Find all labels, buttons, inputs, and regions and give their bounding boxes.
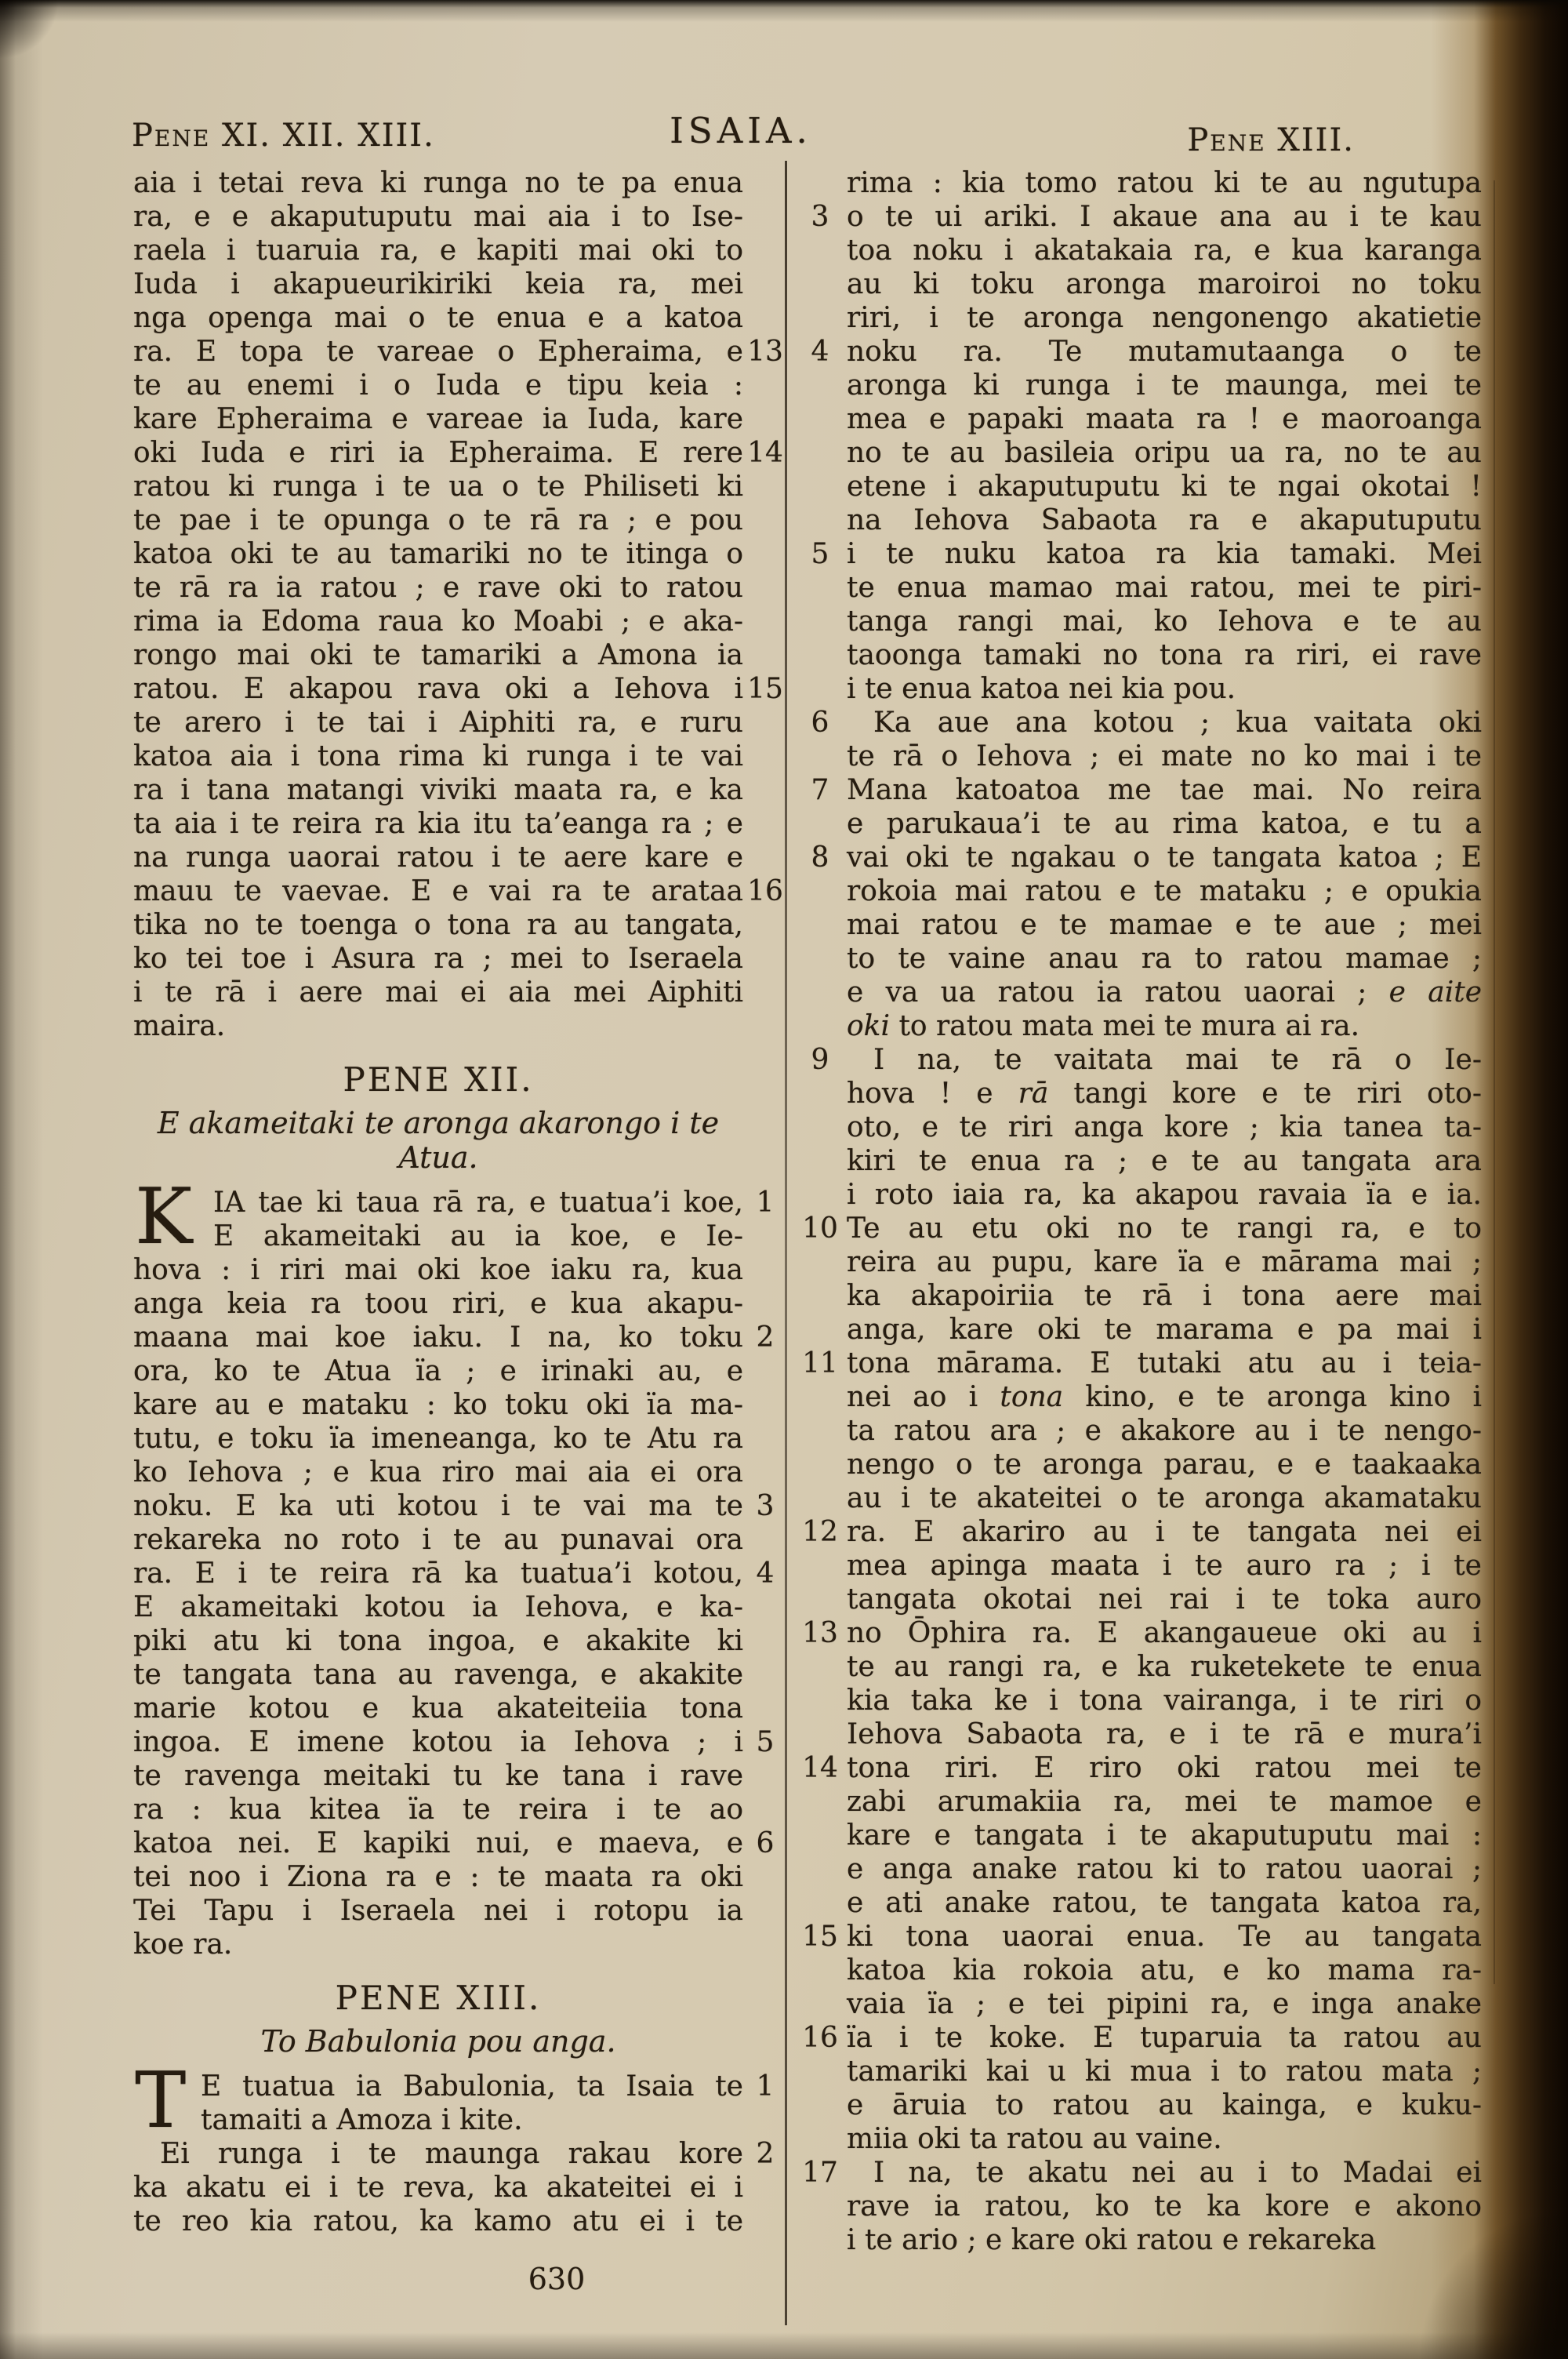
text-line: te ravenga meitaki tu ke tana i rave	[133, 1760, 743, 1792]
text-line: o te ui ariki. I akaue ana au i te kau 3	[847, 200, 1482, 234]
italic-text: rā	[1018, 1078, 1049, 1110]
text-line: ra. E topa te vareae o Epheraima, e 13	[133, 336, 783, 368]
text-line: raela i tuaruia ra, e kapiti mai oki to	[133, 234, 743, 267]
verse-number: 11	[802, 1347, 838, 1379]
text-line: oto, e te riri anga kore ; kia tanea ta-	[847, 1111, 1482, 1143]
chapter-caption: To Babulonia pou anga.	[260, 2024, 616, 2059]
verse-number: 13	[747, 336, 783, 368]
gutter-shadow-line	[1494, 180, 1495, 1984]
text-line: rongo mai oki te tamariki a Amona ia	[133, 639, 743, 671]
text-line: Te au etu oki no te rangi ra, e to 10	[802, 1212, 1482, 1245]
text-line: ora, ko te Atua ïa ; e irinaki au, e	[133, 1355, 743, 1387]
text-line: noku. E ka uti kotou i te vai ma te 3	[133, 1489, 743, 1523]
text-line: I na, te akatu nei au i to Madai ei 17	[802, 2157, 1482, 2189]
text-line: rave ia ratou, ko te ka kore e akono	[847, 2190, 1482, 2223]
text-line: i roto iaia ra, ka akapou ravaia ïa e ia.	[847, 1179, 1482, 1211]
text-line: ra. E akariro au i te tangata nei ei 12	[802, 1516, 1482, 1548]
text-line: maana mai koe iaku. I na, ko toku 2	[133, 1321, 743, 1354]
verse-number: 14	[747, 437, 783, 469]
column-divider-rule	[785, 161, 787, 2325]
text-line: vai oki te ngakau o te tangata katoa ; E 8	[847, 841, 1482, 874]
verse-number: 1	[756, 1187, 775, 1219]
text-line: mea e papaki maata ra ! e maoroanga	[847, 403, 1482, 435]
text-line: piki atu ki tona ingoa, e akakite ki	[133, 1625, 743, 1657]
text-line: ingoa. E imene kotou ia Iehova ; i 5	[133, 1725, 743, 1759]
verse-number: 6	[756, 1827, 775, 1859]
text-line: katoa oki te au tamariki no te itinga o	[133, 538, 743, 570]
text-line: i te ario ; e kare oki ratou e rekareka	[847, 2224, 1377, 2256]
text-line: etene i akaputuputu ki te ngai okotai !	[847, 471, 1482, 503]
text-line: maira.	[133, 1010, 226, 1042]
text-line: te rā o Iehova ; ei mate no ko mai i te	[847, 740, 1482, 772]
text-line: vaia ïa ; e tei pipini ra, e inga anake	[847, 1988, 1482, 2020]
verse-number: 4	[811, 336, 829, 368]
text-line: kare Epheraima e vareae ia Iuda, kare	[133, 403, 743, 435]
text-line: tamaiti a Amoza i kite.	[201, 2104, 523, 2136]
text-line: te reo kia ratou, ka kamo atu ei i te	[133, 2205, 743, 2237]
text-line: Ka aue ana kotou ; kua vaitata oki 6	[847, 706, 1482, 740]
text-line: aia i tetai reva ki runga no te pa enua	[133, 167, 743, 199]
text-line: ra. E i te reira rā ka tuatua’i kotou, 4	[133, 1557, 743, 1590]
page-title: ISAIA.	[670, 110, 812, 151]
text-line: ratou. E akapou rava oki a Iehova i 15	[133, 673, 783, 705]
text-line: ïa i te koke. E tuparuia ta ratou au 16	[802, 2022, 1482, 2054]
text-line: nei ao i tona kino, e te aronga kino i	[847, 1381, 1483, 1413]
verse-number: 16	[747, 875, 783, 907]
text-line: oki Iuda e riri ia Epheraima. E rere 14	[133, 437, 783, 469]
verse-number: 7	[811, 774, 829, 806]
text-line: tamariki kai u ki mua i to ratou mata ;	[847, 2055, 1482, 2088]
text-line: te arero i te tai i Aiphiti ra, e ruru	[133, 707, 743, 739]
verse-number: 17	[802, 2157, 838, 2189]
text-line: katoa aia i tona rima ki runga i te vai	[133, 740, 743, 772]
text-line: E akameitaki au ia koe, e Ie-	[213, 1220, 743, 1252]
verse-number: 3	[756, 1490, 775, 1522]
text-line: ka akapoiriia te rā i tona aere mai	[847, 1280, 1482, 1312]
text-line: I na, te vaitata mai te rā o Ie- 9	[847, 1043, 1482, 1077]
text-line: zabi arumakiia ra, mei te mamoe e	[847, 1786, 1482, 1818]
text-line: mauu te vaevae. E e vai ra te arataa 16	[133, 875, 783, 907]
text-line: e ati anake ratou, te tangata katoa ra,	[847, 1887, 1482, 1919]
verse-number: 5	[756, 1726, 775, 1758]
text-line: marie kotou e kua akateiteiia tona	[133, 1692, 743, 1725]
text-line: katoa kia rokoia atu, e ko mama ra-	[847, 1954, 1482, 1986]
page-number: 630	[528, 2262, 586, 2296]
text-line: mea apinga maata i te auro ra ; i te	[847, 1550, 1482, 1582]
verse-number: 5	[811, 538, 829, 570]
text-line: reira au pupu, kare ïa e mārama mai ;	[847, 1246, 1482, 1278]
text-line: e anga anake ratou ki to ratou uaorai ;	[847, 1853, 1482, 1885]
text-line: mai ratou e te mamae e te aue ; mei	[847, 909, 1482, 941]
text-line: K IA tae ki taua rā ra, e tuatua’i koe, 1	[133, 1186, 743, 1219]
text-line: anga keia ra toou riri, e kua akapu-	[133, 1288, 743, 1320]
verse-number: 10	[802, 1212, 838, 1245]
text-line: rekareka no roto i te au punavai ora	[133, 1524, 743, 1556]
text-line: te rā ra ia ratou ; e rave oki to ratou	[133, 572, 743, 604]
text-line: no Ōphira ra. E akangaueue oki au i 13	[802, 1617, 1482, 1649]
text-line: kia taka ke i tona vairanga, i te riri o	[847, 1685, 1482, 1717]
text-line: riri, i te aronga nengonengo akatietie	[847, 302, 1482, 334]
italic-text: tona	[1000, 1381, 1064, 1413]
text-line: aronga ki runga i te maunga, mei te	[847, 369, 1482, 402]
text-line: te pae i te opunga o te rā ra ; e pou	[133, 504, 743, 536]
text-line: tona riri. E riro oki ratou mei te 14	[802, 1752, 1482, 1784]
text-line: na Iehova Sabaota ra e akaputuputu	[847, 504, 1482, 536]
text-line: to te vaine anau ra to ratou mamae ;	[847, 943, 1482, 975]
text-line: te enua mamao mai ratou, mei te piri-	[847, 572, 1482, 604]
verse-number: 13	[802, 1617, 838, 1649]
text-line: tona mārama. E tutaki atu au i teia- 11	[802, 1347, 1482, 1379]
text-line: au i te akateitei o te aronga akamataku	[847, 1482, 1482, 1514]
text-line: te au rangi ra, e ka ruketekete te enua	[847, 1651, 1482, 1683]
verse-number: 2	[756, 2138, 775, 2170]
text-line: kiri te enua ra ; e te au tangata ara	[847, 1145, 1482, 1177]
verse-number: 15	[747, 673, 783, 705]
verse-number: 16	[802, 2022, 838, 2054]
text-line: noku ra. Te mutamutaanga o te 4	[847, 335, 1482, 369]
text-line: rima ia Edoma raua ko Moabi ; e aka-	[133, 605, 743, 638]
text-line: nengo o te aronga parau, e e taakaaka	[847, 1448, 1482, 1481]
text-line: ki tona uaorai enua. Te au tangata 15	[802, 1921, 1482, 1953]
verse-number: 14	[802, 1752, 838, 1784]
text-line: kare e tangata i te akaputuputu mai :	[847, 1819, 1482, 1852]
text-line: ratou ki runga i te ua o te Philiseti ki	[133, 471, 743, 503]
text-line: na runga uaorai ratou i te aere kare e	[133, 841, 743, 874]
text-line: ta ratou ara ; e akakore au i te nengo-	[847, 1415, 1482, 1447]
running-header-left: Pene XI. XII. XIII.	[132, 118, 435, 154]
text-line: tangata okotai nei rai i te toka auro	[847, 1583, 1482, 1616]
verse-number: 12	[802, 1516, 838, 1548]
text-line: e va ua ratou ia ratou uaorai ; e aite	[847, 976, 1482, 1009]
verse-number: 15	[802, 1921, 838, 1953]
text-line: e parukaua’i te au rima katoa, e tu a	[847, 808, 1482, 840]
text-line: T E tuatua ia Babulonia, ta Isaia te 1	[133, 2070, 743, 2103]
text-line: taoonga tamaki no tona ra riri, ei rave	[847, 639, 1482, 671]
text-line: Iuda i akapueurikiriki keia ra, mei	[133, 268, 743, 300]
text-line: te tangata tana au ravenga, e akakite	[133, 1659, 743, 1691]
text-column-left	[133, 166, 783, 2238]
text-line: i te nuku katoa ra kia tamaki. Mei 5	[847, 537, 1482, 571]
text-line: miia oki ta ratou au vaine.	[847, 2123, 1222, 2155]
text-line: Mana katoatoa me tae mai. No reira 7	[847, 773, 1482, 807]
text-line: e āruia to ratou au kainga, e kuku-	[847, 2089, 1482, 2121]
text-line: Ei runga i te maunga rakau kore 2	[133, 2137, 743, 2171]
text-line: oki to ratou mata mei te mura ai ra.	[847, 1010, 1360, 1042]
verse-number: 3	[811, 201, 829, 233]
text-line: nga openga mai o te enua e a katoa	[133, 302, 743, 334]
text-line: rima : kia tomo ratou ki te au ngutupa	[847, 167, 1482, 199]
text-line: koe ra.	[133, 1928, 233, 1961]
text-line: ra, e e akaputuputu mai aia i to Ise-	[133, 201, 743, 233]
text-line: tutu, e toku ïa imeneanga, ko te Atu ra	[133, 1423, 743, 1455]
text-line: i te rā i aere mai ei aia mei Aiphiti	[133, 976, 743, 1009]
text-line: hova ! e rā tangi kore e te riri oto-	[847, 1078, 1482, 1110]
text-line: i te enua katoa nei kia pou.	[847, 673, 1236, 705]
text-line: au ki toku aronga maroiroi no toku	[847, 268, 1482, 300]
text-line: hova : i riri mai oki koe iaku ra, kua	[133, 1254, 743, 1286]
italic-text: oki	[847, 1010, 891, 1042]
text-line: tika no te toenga o tona ra au tangata,	[133, 909, 743, 941]
text-line: ra i tana matangi viviki maata ra, e ka	[133, 774, 743, 806]
text-line: ko tei toe i Asura ra ; mei to Iseraela	[133, 943, 743, 975]
text-line: katoa nei. E kapiki nui, e maeva, e 6	[133, 1826, 743, 1860]
text-line: rokoia mai ratou e te mataku ; e opukia	[847, 875, 1482, 907]
text-line: kare au e mataku : ko toku oki ïa ma-	[133, 1389, 743, 1421]
drop-cap-initial: T	[135, 2056, 187, 2146]
text-line: anga, kare oki te marama e pa mai i	[847, 1314, 1482, 1346]
chapter-heading: PENE XII.	[343, 1060, 534, 1099]
drop-cap-initial: K	[135, 1172, 193, 1262]
verse-number: 4	[756, 1558, 775, 1590]
text-line: ko Iehova ; e kua riro mai aia ei ora	[133, 1456, 743, 1488]
italic-text: e aite	[1388, 976, 1482, 1009]
verse-number: 9	[811, 1044, 829, 1076]
text-column-right	[802, 166, 1483, 2257]
text-line: toa noku i akatakaia ra, e kua karanga	[847, 234, 1482, 267]
verse-number: 2	[756, 1321, 775, 1354]
text-line: ka akatu ei i te reva, ka akateitei ei i	[133, 2172, 743, 2204]
verse-number: 1	[756, 2070, 775, 2103]
chapter-heading: PENE XIII.	[335, 1979, 542, 2017]
verse-number: 6	[811, 707, 829, 739]
text-line: te au enemi i o Iuda e tipu keia :	[133, 369, 743, 402]
verse-number: 8	[811, 841, 829, 874]
text-line: tei noo i Ziona ra e : te maata ra oki	[133, 1861, 743, 1893]
text-line: no te au basileia oripu ua ra, no te au	[847, 437, 1482, 469]
text-line: ta aia i te reira ra kia itu ta’eanga ra ; e	[133, 808, 743, 840]
text-line: Iehova Sabaota ra, e i te rā e mura’i	[847, 1718, 1482, 1750]
text-line: ra : kua kitea ïa te reira i te ao	[133, 1794, 743, 1826]
running-header-right: Pene XIII.	[1187, 122, 1355, 158]
text-line: E akameitaki kotou ia Iehova, e ka-	[133, 1591, 743, 1623]
text-line: tanga rangi mai, ko Iehova e te au	[847, 605, 1482, 638]
chapter-caption: E akameitaki te aronga akarongo i te	[157, 1106, 720, 1140]
text-line: Tei Tapu i Iseraela nei i rotopu ia	[133, 1895, 743, 1927]
chapter-caption: Atua.	[398, 1140, 478, 1175]
